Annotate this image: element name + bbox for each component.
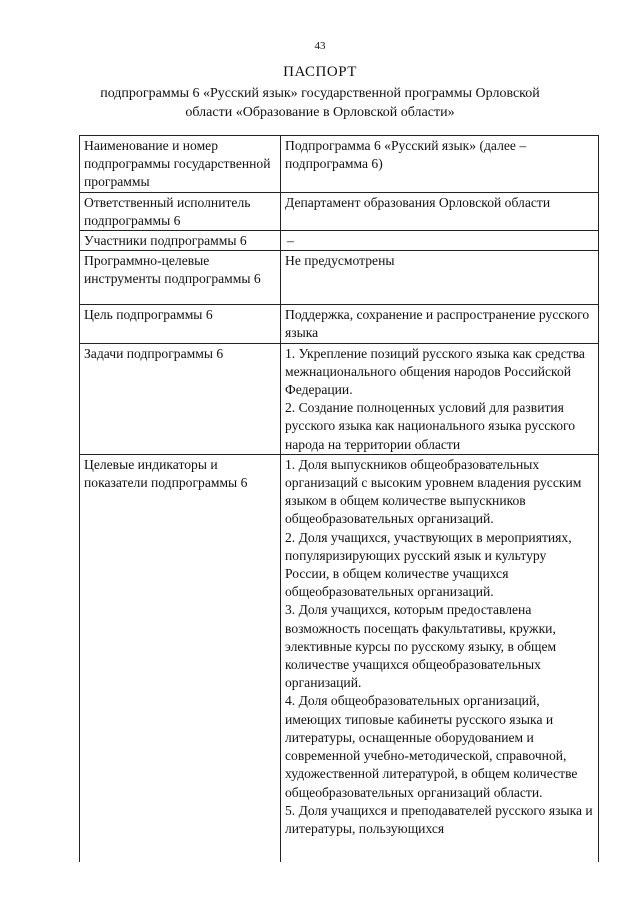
- value-paragraph: 3. Доля учащихся, которым предоставлена возможность посещать факультативы, кружки, элективные курсы по русскому языку, в общем количестве учащихся общеобразовательных организаций.: [285, 602, 557, 691]
- row-value: [281, 231, 599, 251]
- passport-table: [79, 135, 599, 862]
- row-value: [281, 454, 599, 862]
- value-paragraph: 1. Укрепление позиций русского языка как средства межнационального общения народов Российской Федерации.: [285, 345, 585, 398]
- table-row: [80, 192, 599, 230]
- row-value: [281, 305, 599, 343]
- table-row: [80, 454, 599, 862]
- table-row: [80, 343, 599, 454]
- table-row: [80, 305, 599, 343]
- row-label: Целевые индикаторы и показатели подпрограммы 6: [80, 454, 281, 862]
- value-paragraph: 2. Создание полноценных условий для развития русского языка как национального языка русского народа на территории области: [285, 400, 576, 452]
- page-title: ПАСПОРТ: [283, 64, 357, 80]
- row-label: Ответственный исполнитель подпрограммы 6: [80, 192, 281, 230]
- row-label: Участники подпрограммы 6: [80, 231, 281, 251]
- value-paragraph: Не предусмотрены: [285, 253, 395, 269]
- value-paragraph: Департамент образования Орловской области: [285, 194, 551, 210]
- page-subtitle: подпрограммы 6 «Русский язык» государственной программы Орловской области «Образование в Орловской области»: [100, 86, 540, 120]
- row-value: [281, 251, 599, 305]
- value-paragraph: Подпрограмма 6 «Русский язык» (далее – подпрограмма 6): [285, 138, 527, 172]
- row-label: Наименование и номер подпрограммы государственной программы: [80, 136, 281, 193]
- value-paragraph: Поддержка, сохранение и распространение русского языка: [285, 307, 590, 341]
- value-paragraph: 2. Доля учащихся, участвующих в мероприятиях, популяризирующих русский язык и культуру России, в общем количестве учащихся общеобразовательных организаций.: [285, 529, 572, 600]
- row-label: Цель подпрограммы 6: [80, 305, 281, 343]
- value-paragraph: 1. Доля выпускников общеобразовательных организаций с высоким уровнем владения русским языком в общем количестве выпускников общеобразовательных организаций.: [285, 456, 582, 527]
- table-row: [80, 251, 599, 305]
- row-value: [281, 136, 599, 193]
- value-paragraph: 4. Доля общеобразовательных организаций, имеющих типовые кабинеты русского языка и литературы, оснащенные оборудованием и современной учебно-методической, справочной, художественной литературой, в общем количестве общеобразовательных организаций области.: [285, 693, 578, 800]
- row-value: [281, 192, 599, 230]
- row-label: Программно-целевые инструменты подпрограммы 6: [80, 251, 281, 305]
- page-number: 43: [314, 40, 326, 52]
- table-row: [80, 136, 599, 193]
- value-paragraph: 5. Доля учащихся и преподавателей русского языка и литературы, пользующихся: [285, 802, 593, 836]
- row-value: [281, 343, 599, 454]
- row-label: Задачи подпрограммы 6: [80, 343, 281, 454]
- value-paragraph: –: [287, 233, 294, 249]
- table-row: [80, 231, 599, 251]
